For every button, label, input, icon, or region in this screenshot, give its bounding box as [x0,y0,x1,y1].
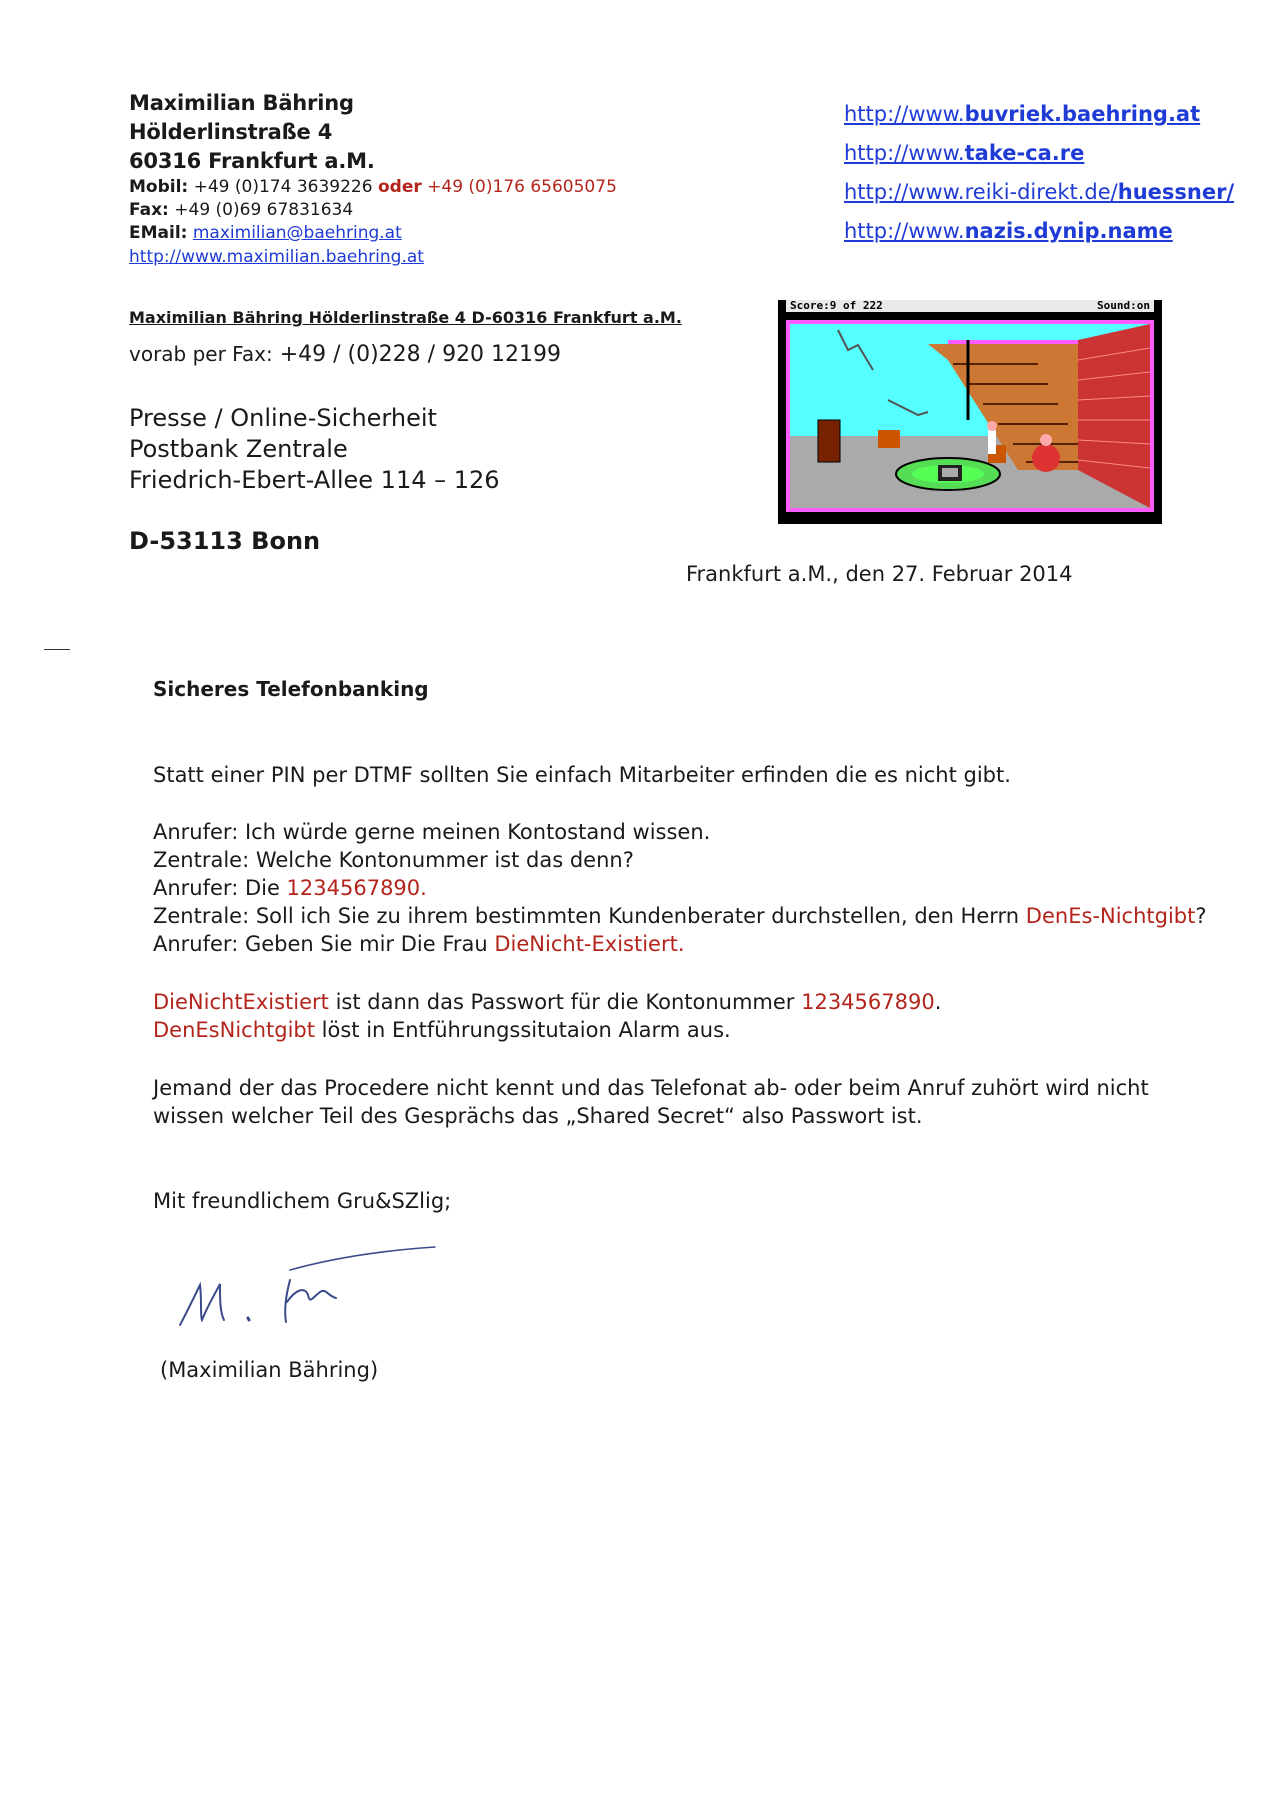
dialog-punct: ? [1195,904,1207,928]
recipient-line-2: Postbank Zentrale [129,435,348,463]
dialog-text: Zentrale: Soll ich Sie zu ihrem bestimmten Kundenberater durchstellen, den Herrn [153,904,1026,928]
link-take-care[interactable] [844,141,1084,165]
recipient-city: D-53113 Bonn [129,527,321,555]
date-line: Frankfurt a.M., den 27. Februar 2014 [686,562,1073,586]
fax-label: Fax: [129,200,169,220]
link-domain: huessner/ [1117,180,1235,204]
account-number: 1234567890 [286,876,421,900]
website-link[interactable]: http://www.maximilian.baehring.at [129,247,424,267]
dialog-punct: . [420,876,427,900]
body-intro: Statt einer PIN per DTMF sollten Sie einfach Mitarbeiter erfinden die es nicht gibt. [153,763,1011,787]
mobile-number-1: +49 (0)174 3639226 [193,177,373,197]
dialog-line-2: Zentrale: Welche Kontonummer ist das denn? [153,848,634,872]
closing: Mit freundlichem Gru&SZlig; [153,1189,452,1213]
game-hud [786,300,1154,312]
link-domain: buvriek.baehring.at [964,102,1201,126]
sender-name: Maximilian Bähring [129,91,354,115]
website-link-line [129,247,424,267]
link-prefix: http://www. [844,141,965,165]
password-name: DieNicht-Existiert. [494,932,685,956]
alarm-name: DenEs-Nichtgibt [1025,904,1196,928]
link-prefix: http://www. [844,219,965,243]
fold-mark [44,649,70,650]
dialog-line-5 [153,930,685,959]
email-label: EMail: [129,223,188,243]
fax-note [129,342,561,367]
link-prefix: http://www.reiki-direkt.de/ [844,180,1118,204]
explain-line-2 [153,1016,731,1045]
link-buvriek[interactable] [844,102,1200,126]
password-term: DieNichtExistiert [153,990,329,1014]
mobile-label: Mobil: [129,177,189,197]
account-number: 1234567890 [801,990,935,1014]
return-address: Maximilian Bähring Hölderlinstraße 4 D-60316 Frankfurt a.M. [129,308,682,327]
dialog-line-3 [153,874,427,903]
dialog-text: Anrufer: Geben Sie mir Die Frau [153,932,495,956]
signature-image [150,1240,450,1340]
mobile-or: oder [377,177,422,197]
subject: Sicheres Telefonbanking [153,677,429,701]
explain-text: löst in Entführungssitutaion Alarm aus. [314,1018,731,1042]
game-scene-drawing [778,300,1162,524]
recipient-line-1: Presse / Online-Sicherheit [129,404,437,432]
link-nazis[interactable] [844,219,1173,243]
sender-street: Hölderlinstraße 4 [129,120,333,144]
link-prefix: http://www. [844,102,965,126]
game-score: Score:9 of 222 [790,299,883,312]
explain-text: ist dann das Passwort für die Kontonummer [328,990,802,1014]
link-reiki[interactable] [844,180,1234,204]
fax-note-label: vorab per Fax: [129,342,273,366]
sender-email-line [129,223,402,243]
sender-city: 60316 Frankfurt a.M. [129,149,375,173]
email-link[interactable]: maximilian@baehring.at [192,223,402,243]
paragraph-line-1: Jemand der das Procedere nicht kennt und das Telefonat ab- oder beim Anruf zuhört wird nicht [153,1076,1149,1100]
game-sound: Sound:on [1097,299,1150,312]
explain-line-1 [153,988,941,1017]
mobile-number-2: +49 (0)176 65605075 [427,177,617,197]
dialog-line-1: Anrufer: Ich würde gerne meinen Kontostand wissen. [153,820,711,844]
fax-note-number: +49 / (0)228 / 920 12199 [279,342,562,367]
alarm-term: DenEsNichtgibt [153,1018,315,1042]
signature-name: (Maximilian Bähring) [160,1358,379,1382]
paragraph-line-2: wissen welcher Teil des Gesprächs das „Shared Secret“ also Passwort ist. [153,1104,923,1128]
fax-number: +49 (0)69 67831634 [174,200,354,220]
sender-mobile-line [129,177,617,197]
explain-punct: . [934,990,942,1014]
sender-fax-line [129,200,353,220]
game-screenshot [778,300,1162,524]
link-domain: take-ca.re [964,141,1085,165]
dialog-line-4 [153,902,1207,931]
dialog-text: Anrufer: Die [153,876,287,900]
link-domain: nazis.dynip.name [964,219,1173,243]
recipient-line-3: Friedrich-Ebert-Allee 114 – 126 [129,466,500,494]
